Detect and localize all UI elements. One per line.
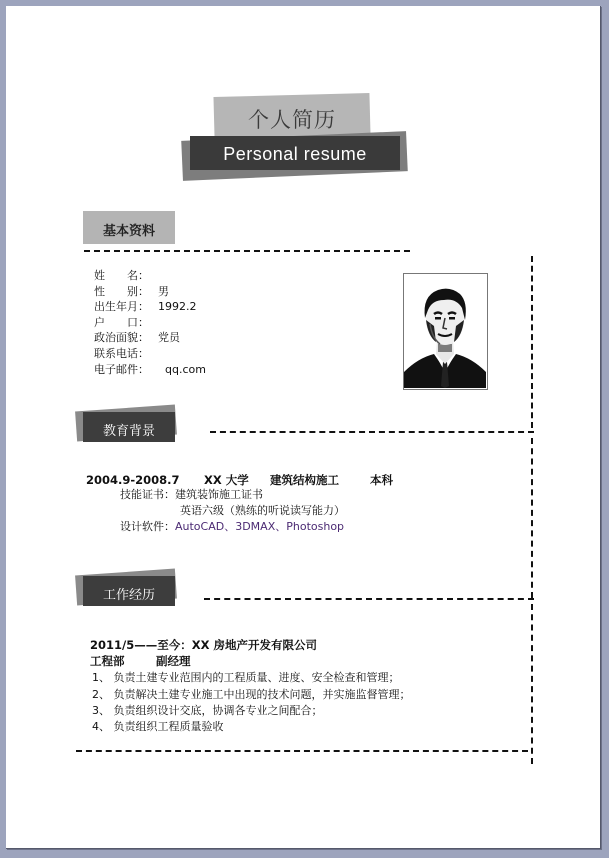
profile-photo bbox=[403, 273, 488, 390]
resume-title-english: Personal resume bbox=[223, 144, 367, 164]
dashed-divider bbox=[84, 250, 410, 252]
resume-page bbox=[6, 6, 601, 849]
field-name: 姓 名： bbox=[94, 269, 149, 282]
software-row: 设计软件：AutoCAD、3DMAX、Photoshop bbox=[120, 520, 345, 533]
field-hukou: 户 口： bbox=[94, 316, 149, 329]
dashed-divider-vertical bbox=[531, 256, 533, 428]
work-company: 2011/5——至今：XX 房地产开发有限公司 bbox=[90, 638, 317, 652]
dashed-divider-vertical bbox=[531, 438, 533, 598]
duty-item: 3、 负责组织设计交底，协调各专业之间配合； bbox=[92, 704, 323, 717]
portrait-image bbox=[404, 274, 486, 388]
basic-info-title: 基本资料 bbox=[102, 224, 155, 239]
education-entry: 2004.9-2008.7 XX 大学 建筑结构施工 本科 bbox=[86, 473, 393, 487]
field-gender: 性 别： 男 bbox=[94, 285, 169, 298]
field-email: 电子邮件： qq.com bbox=[94, 363, 206, 376]
duty-item: 1、 负责土建专业范围内的工程质量、进度、安全检查和管理； bbox=[92, 671, 400, 684]
work-title: 工作经历 bbox=[102, 588, 155, 603]
dashed-divider-vertical bbox=[531, 604, 533, 764]
dashed-divider-bottom bbox=[76, 750, 528, 752]
certificate-row: 技能证书：建筑装饰施工证书 bbox=[120, 488, 263, 501]
duty-item: 4、 负责组织工程质量验收 bbox=[92, 720, 224, 733]
dashed-divider bbox=[210, 431, 534, 433]
field-political: 政治面貌： 党员 bbox=[94, 331, 180, 344]
field-birth: 出生年月： 1992.2 bbox=[94, 300, 197, 313]
duty-item: 2、 负责解决土建专业施工中出现的技术问题，并实施监督管理； bbox=[92, 688, 411, 701]
field-phone: 联系电话： bbox=[94, 347, 149, 360]
dashed-divider bbox=[204, 598, 534, 600]
work-position: 工程部 副经理 bbox=[90, 654, 191, 668]
resume-title-chinese: 个人简历 bbox=[248, 108, 336, 132]
education-title: 教育背景 bbox=[102, 424, 155, 439]
certificate-row-2: 英语六级（熟练的听说读写能力） bbox=[180, 504, 345, 517]
